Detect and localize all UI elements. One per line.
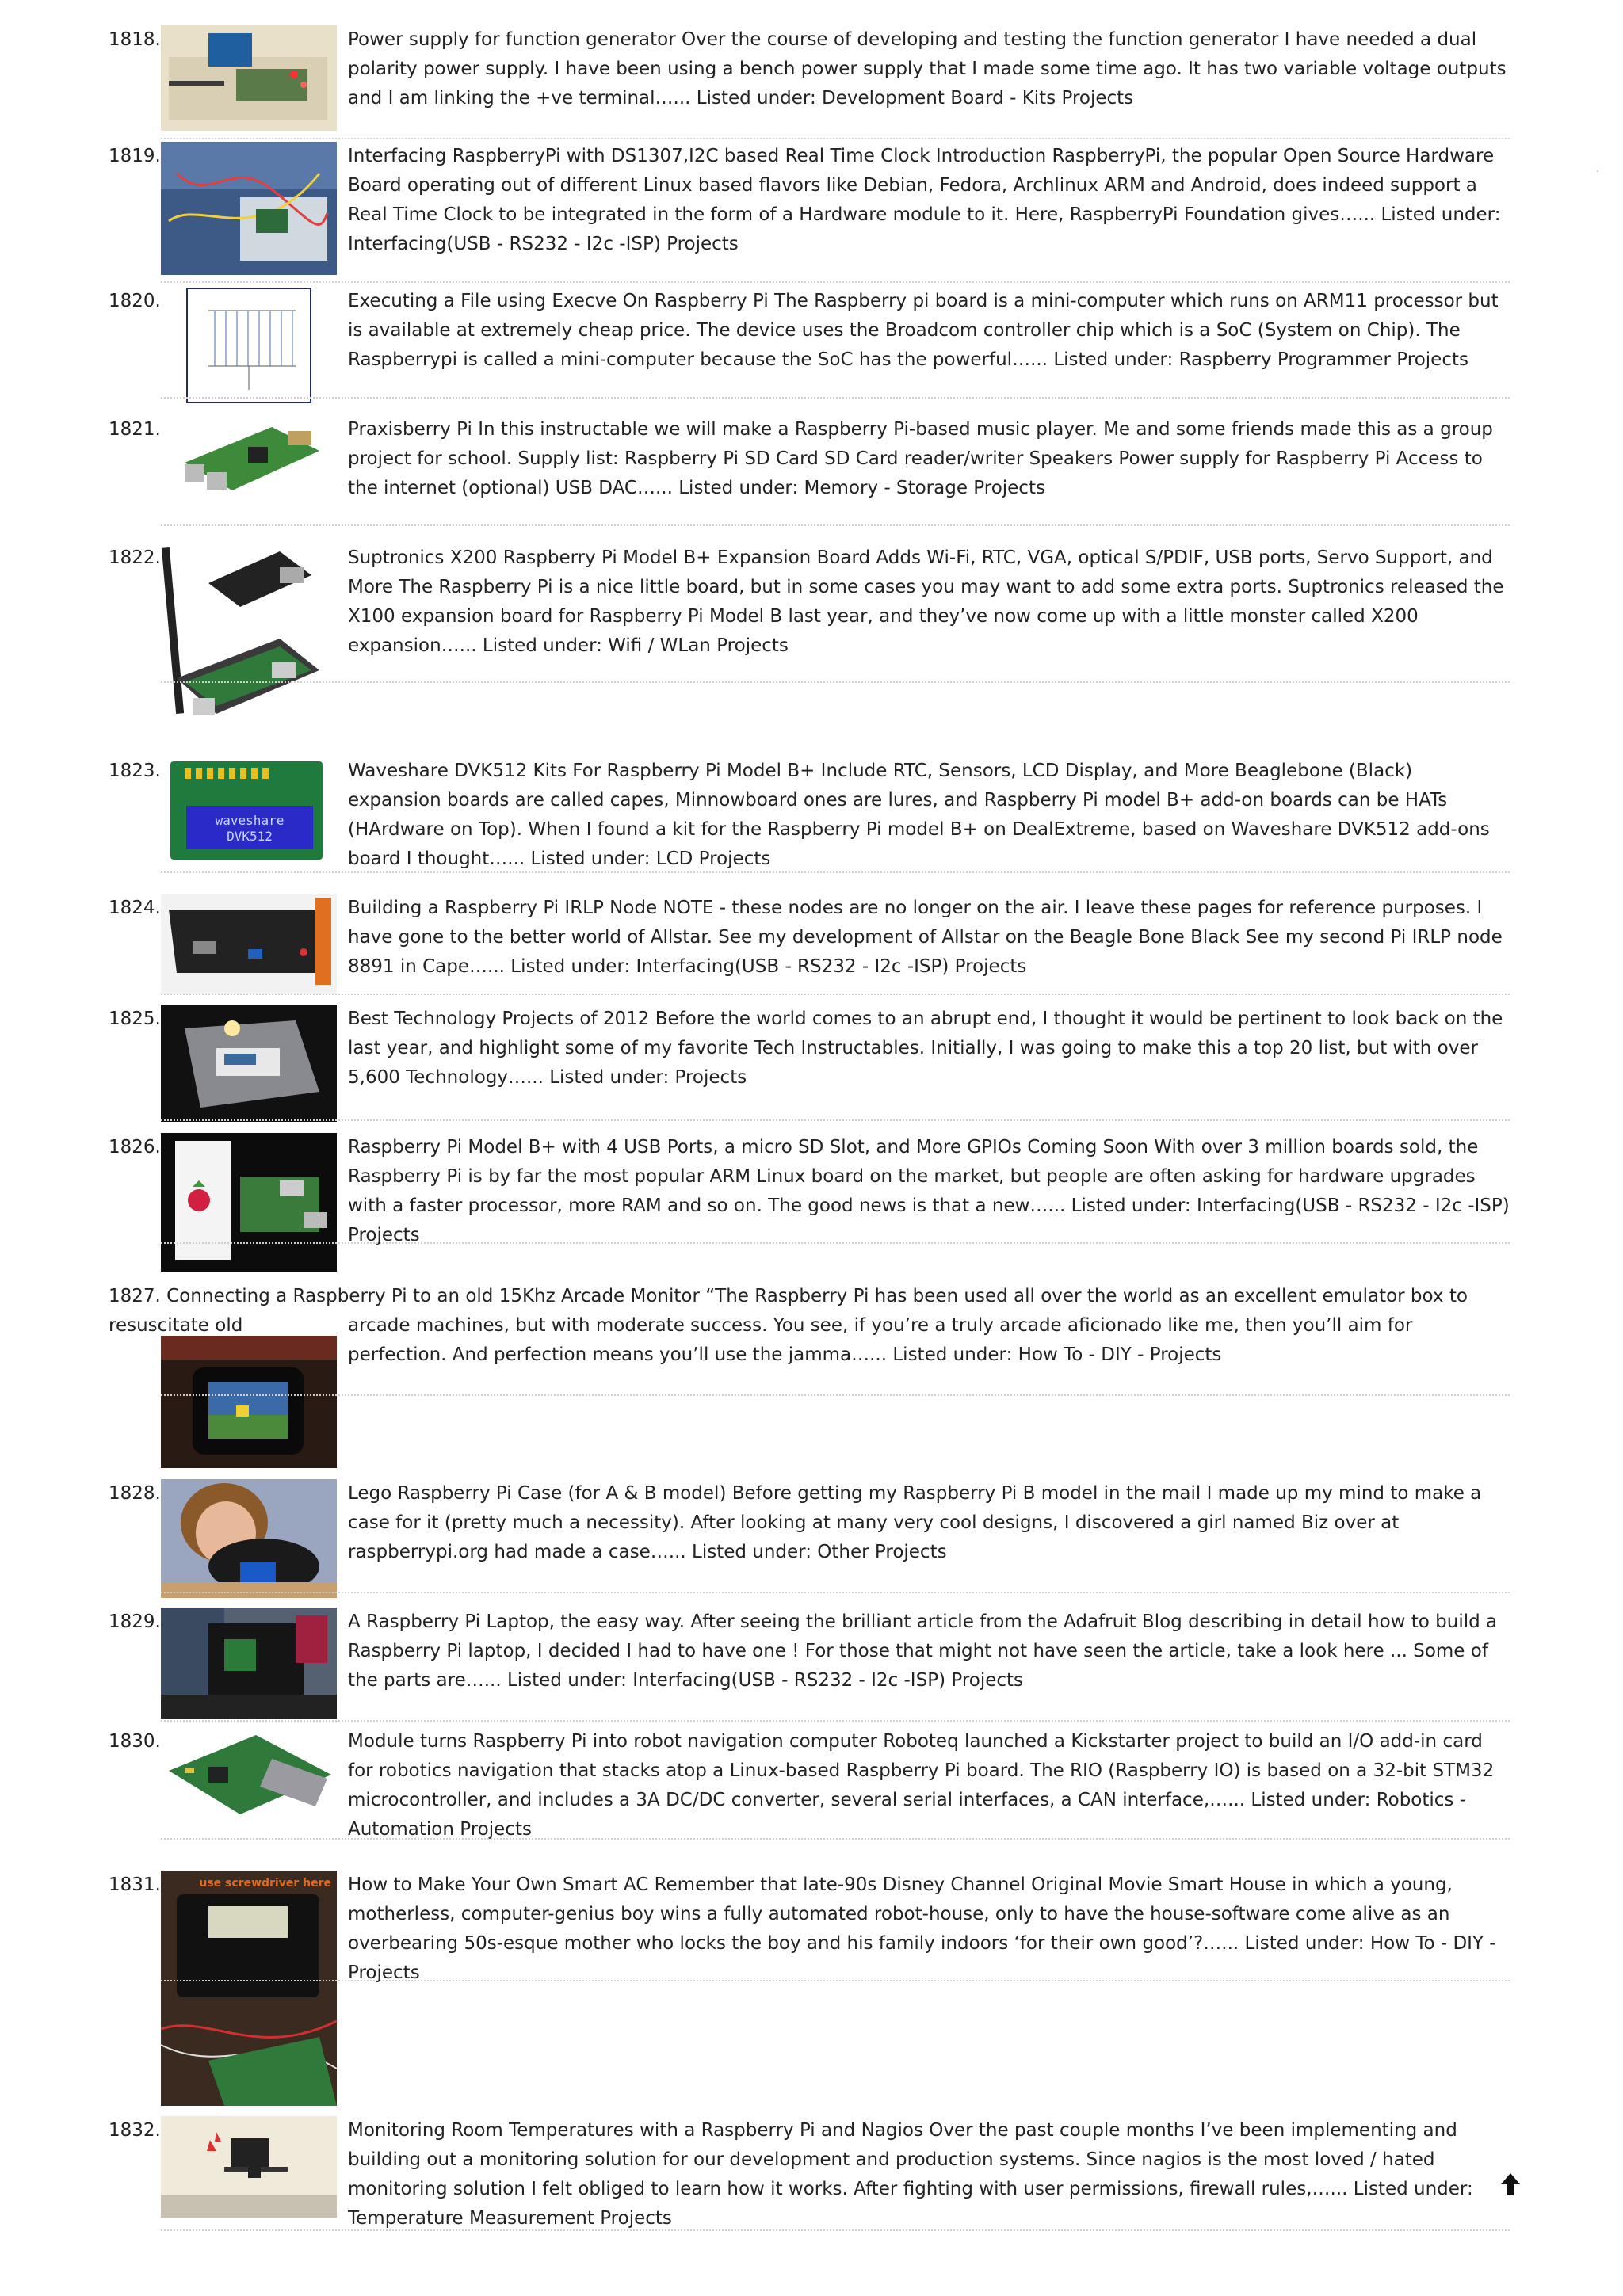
thumbnail-image[interactable] <box>161 543 337 742</box>
lcd-text-line-2: DVK512 <box>227 829 273 844</box>
item-number: 1818. <box>109 29 161 50</box>
separator <box>161 1592 1510 1593</box>
item-number: 1826. <box>109 1137 161 1158</box>
item-number: 1824. <box>109 898 161 918</box>
separator <box>161 1838 1510 1840</box>
thumbnail-image[interactable] <box>161 287 337 404</box>
separator <box>161 1119 1510 1121</box>
item-description[interactable]: Raspberry Pi Model B+ with 4 USB Ports, a micro SD Slot, and More GPIOs Coming Soon With over 3 million boards sold, the Raspberry Pi is by far the most popular ARM Linux board on the market, but people are often asking for hardware upgrades with a faster processor, more RAM and so on. The good news is that a new…... Listed under: Interfacing(USB - RS232 - I2c -ISP) Projects <box>348 1137 1510 1245</box>
item-number: 1823. <box>109 761 161 781</box>
item-description[interactable]: Building a Raspberry Pi IRLP Node NOTE - these nodes are no longer on the air. I leave these pages for reference purposes. I have gone to the better world of Allstar. See my development of Allstar on the Beagle Bone Black See my second Pi IRLP node 8891 in Cape…... Listed under: Interfacing(USB - RS232 - I2c -ISP) Projects <box>348 898 1503 977</box>
separator <box>161 397 1510 399</box>
item-description[interactable]: Praxisberry Pi In this instructable we will make a Raspberry Pi-based music player. Me and some friends made this as a group project for school. Supply list: Raspberry Pi SD Card SD Card reader/writer Speakers Power supply for Raspberry Pi Access to the internet (optional) USB DAC…... Listed under: Memory - Storage Projects <box>348 419 1493 498</box>
item-number: 1822. <box>109 547 161 568</box>
item-description[interactable]: Power supply for function generator Over the course of developing and testing the function generator I have needed a dual polarity power supply. I have been using a bench power supply that I made some time ago. It has two variable voltage outputs and I am linking the +ve terminal…... Listed under: Development Board - Kits Projects <box>348 29 1507 109</box>
item-description[interactable]: Executing a File using Execve On Raspberry Pi The Raspberry pi board is a mini-computer which runs on ARM11 processor but is available at extremely cheap price. The device uses the Broadcom controller chip which is a SoC (System on Chip). The Raspberrypi is called a mini-computer because the SoC has the powerful…... Listed under: Raspberry Programmer Projects <box>348 291 1499 370</box>
thumbnail-image[interactable] <box>161 1727 337 1822</box>
item-description[interactable]: arcade machines, but with moderate success. You see, if you’re a truly arcade aficionado like me, then you’ll aim for perfection. And perfection means you’ll use the jamma…... Listed under: How To - DIY - Projects <box>348 1315 1413 1365</box>
separator <box>161 994 1510 995</box>
thumbnail-image[interactable] <box>161 142 337 275</box>
item-number: 1820. <box>109 291 161 311</box>
thumbnail-image[interactable] <box>161 415 337 501</box>
item-number: 1830. <box>109 1731 161 1752</box>
separator <box>161 1394 1510 1396</box>
separator <box>161 2229 1510 2231</box>
thumbnail-image[interactable] <box>161 1005 337 1122</box>
lcd-text-line-1: waveshare <box>215 813 285 828</box>
item-title: Connecting a Raspberry Pi to an old 15Khz Arcade Monitor “The Raspberry Pi has been used all over the world as an excellent emulator box to resuscitate old <box>109 1286 1468 1336</box>
divider-dot <box>1597 170 1598 172</box>
item-number: 1828. <box>109 1483 161 1504</box>
item-description[interactable]: Monitoring Room Temperatures with a Raspberry Pi and Nagios Over the past couple months I’ve been implementing and building out a monitoring solution for our development and production systems. Since nagios is the most loved / hated monitoring solution I felt obliged to learn how it works. After fighting with user permissions, firewall rules,…... Listed under: Temperature Measurement Projects <box>348 2120 1473 2229</box>
thumbnail-image[interactable] <box>161 1479 337 1598</box>
item-description[interactable]: Best Technology Projects of 2012 Before the world comes to an abrupt end, I thought it would be pertinent to look back on the last year, and highlight some of my favorite Tech Instructables. Initially, I was going to make this a top 20 list, but with over 5,600 Technology…... Listed under: Projects <box>348 1009 1503 1088</box>
item-number: 1821. <box>109 419 161 440</box>
thumbnail-image[interactable] <box>161 757 337 864</box>
separator <box>161 681 1510 683</box>
thumbnail-image[interactable] <box>161 1133 337 1272</box>
separator <box>161 1980 1510 1981</box>
separator <box>161 524 1510 526</box>
item-description[interactable]: Module turns Raspberry Pi into robot navigation computer Roboteq launched a Kickstarter project to build an I/O add-in card for robotics navigation that stacks atop a Linux-based Raspberry Pi board. The RIO (Raspberry IO) is based on a 32-bit STM32 microcontroller, and includes a 3A DC/DC converter, several serial interfaces, a CAN interface,…... Listed under: Robotics - Automation Projects <box>348 1731 1495 1840</box>
separator <box>161 138 1510 139</box>
thumb-caption: use screwdriver here <box>199 1877 331 1890</box>
item-number: 1827. <box>109 1286 161 1306</box>
item-description[interactable]: Suptronics X200 Raspberry Pi Model B+ Expansion Board Adds Wi-Fi, RTC, VGA, optical S/PDIF, USB ports, Servo Support, and More The Raspberry Pi is a nice little board, but in some cases you may want to add some extra ports. Suptronics released the X100 expansion board for Raspberry Pi Model B last year, and they’ve now come up with a little monster called X200 expansion…... Listed under: Wifi / WLan Projects <box>348 547 1504 656</box>
item-number: 1831. <box>109 1875 161 1895</box>
separator <box>161 871 1510 873</box>
item-description[interactable]: A Raspberry Pi Laptop, the easy way. After seeing the brilliant article from the Adafruit Blog describing in detail how to build a Raspberry Pi laptop, I decided I had to have one ! For those that might not have seen the article, take a look here ... Some of the parts are…... Listed under: Interfacing(USB - RS232 - I2c -ISP) Projects <box>348 1611 1498 1691</box>
item-description[interactable]: Interfacing RaspberryPi with DS1307,I2C based Real Time Clock Introduction RaspberryPi, the popular Open Source Hardware Board operating out of different Linux based flavors like Debian, Fedora, Archlinux ARM and Android, does indeed support a Real Time Clock to be integrated in the form of a Hardware module to it. Here, RaspberryPi Foundation gives…... Listed under: Interfacing(USB - RS232 - I2c -ISP) Projects <box>348 146 1501 254</box>
item-description[interactable]: Waveshare DVK512 Kits For Raspberry Pi Model B+ Include RTC, Sensors, LCD Display, and More Beaglebone (Black) expansion boards are called capes, Minnowboard ones are lures, and Raspberry Pi model B+ add-on boards can be HATs (HArdware on Top). When I found a kit for the Raspberry Pi model B+ on DealExtreme, based on Waveshare DVK512 add-ons board I thought…... Listed under: LCD Projects <box>348 761 1490 869</box>
item-description[interactable]: How to Make Your Own Smart AC Remember that late-90s Disney Channel Original Movie Smart House in which a young, motherless, computer-genius boy wins a fully automated robot-house, only to have the house-software come alive as an overbearing 50s-esque mother who locks the boy and his family indoors ‘for their own good’?…... Listed under: How To - DIY - Projects <box>348 1875 1496 1983</box>
thumbnail-image[interactable] <box>161 2116 337 2218</box>
thumbnail-image[interactable] <box>161 1608 337 1719</box>
thumbnail-image[interactable] <box>161 894 337 994</box>
item-number: 1825. <box>109 1009 161 1029</box>
separator <box>161 281 1510 283</box>
separator <box>161 1242 1510 1244</box>
item-number: 1819. <box>109 146 161 166</box>
thumbnail-image[interactable] <box>161 1871 337 2106</box>
arrow-up-icon[interactable] <box>1500 2172 1521 2197</box>
item-number: 1829. <box>109 1611 161 1632</box>
item-description[interactable]: Lego Raspberry Pi Case (for A & B model) Before getting my Raspberry Pi B model in the mail I made up my mind to make a case for it (pretty much a necessity). After looking at many very cool designs, I discovered a girl named Biz over at raspberrypi.org had made a case…... Listed under: Other Projects <box>348 1483 1482 1562</box>
item-number: 1832. <box>109 2120 161 2141</box>
separator <box>161 1720 1510 1722</box>
thumbnail-image[interactable] <box>161 25 337 131</box>
thumbnail-image[interactable] <box>161 1336 337 1468</box>
